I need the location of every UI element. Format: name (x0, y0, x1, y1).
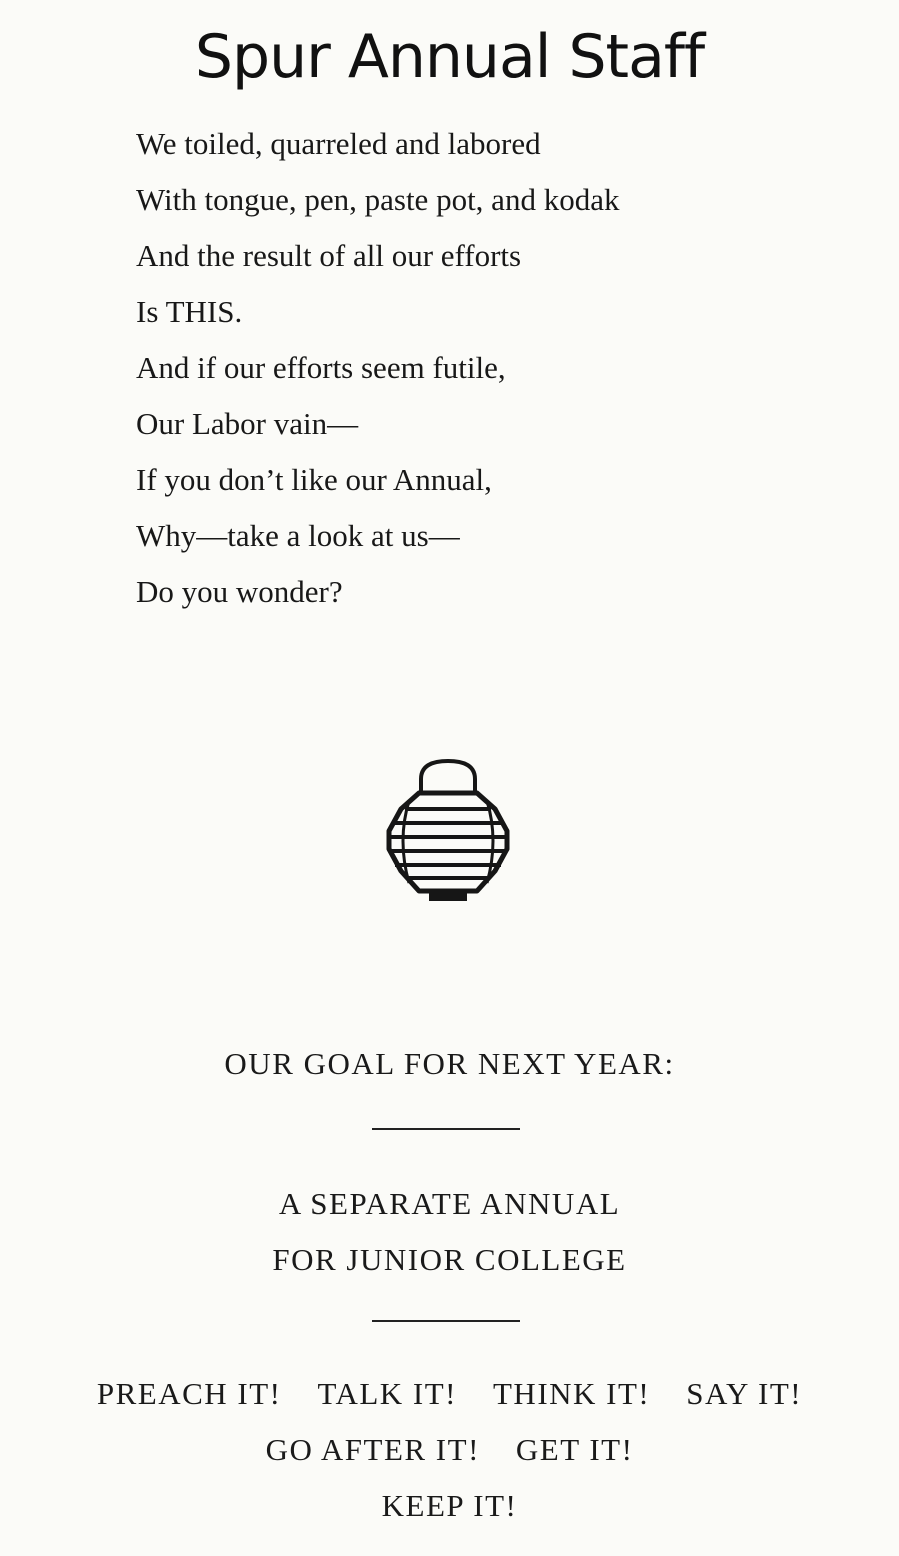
lantern-icon (383, 757, 513, 907)
slogan: GO AFTER IT! (265, 1432, 480, 1467)
slogan-row (0, 1478, 899, 1534)
page-title: Spur Annual Staff (194, 22, 705, 92)
goal-line: FOR JUNIOR COLLEGE (272, 1242, 627, 1277)
poem-line: And if our efforts seem futile, (136, 350, 506, 385)
poem-line: With tongue, pen, paste pot, and kodak (136, 182, 620, 217)
goal-heading: OUR GOAL FOR NEXT YEAR: (224, 1046, 675, 1081)
poem-line: Do you wonder? (136, 574, 343, 609)
slogan: SAY IT! (686, 1376, 803, 1411)
poem-line: And the result of all our efforts (136, 238, 522, 273)
poem-line: If you don’t like our Annual, (136, 462, 492, 497)
slogan-row (0, 1366, 899, 1422)
divider (372, 1128, 520, 1130)
poem-line: Why—take a look at us— (136, 518, 460, 553)
slogan-row (0, 1422, 899, 1478)
slogan: THINK IT! (493, 1376, 651, 1411)
poem (136, 116, 836, 620)
goal-statement (0, 1176, 899, 1288)
poem-line: Is THIS. (136, 294, 243, 329)
poem-line: Our Labor vain— (136, 406, 359, 441)
goal-line: A SEPARATE ANNUAL (278, 1186, 621, 1221)
slogan: TALK IT! (317, 1376, 457, 1411)
slogan: PREACH IT! (96, 1376, 282, 1411)
slogan: KEEP IT! (381, 1488, 518, 1523)
slogan: GET IT! (515, 1432, 634, 1467)
divider (372, 1320, 520, 1322)
slogans (0, 1366, 899, 1534)
poem-line: We toiled, quarreled and labored (136, 126, 541, 161)
